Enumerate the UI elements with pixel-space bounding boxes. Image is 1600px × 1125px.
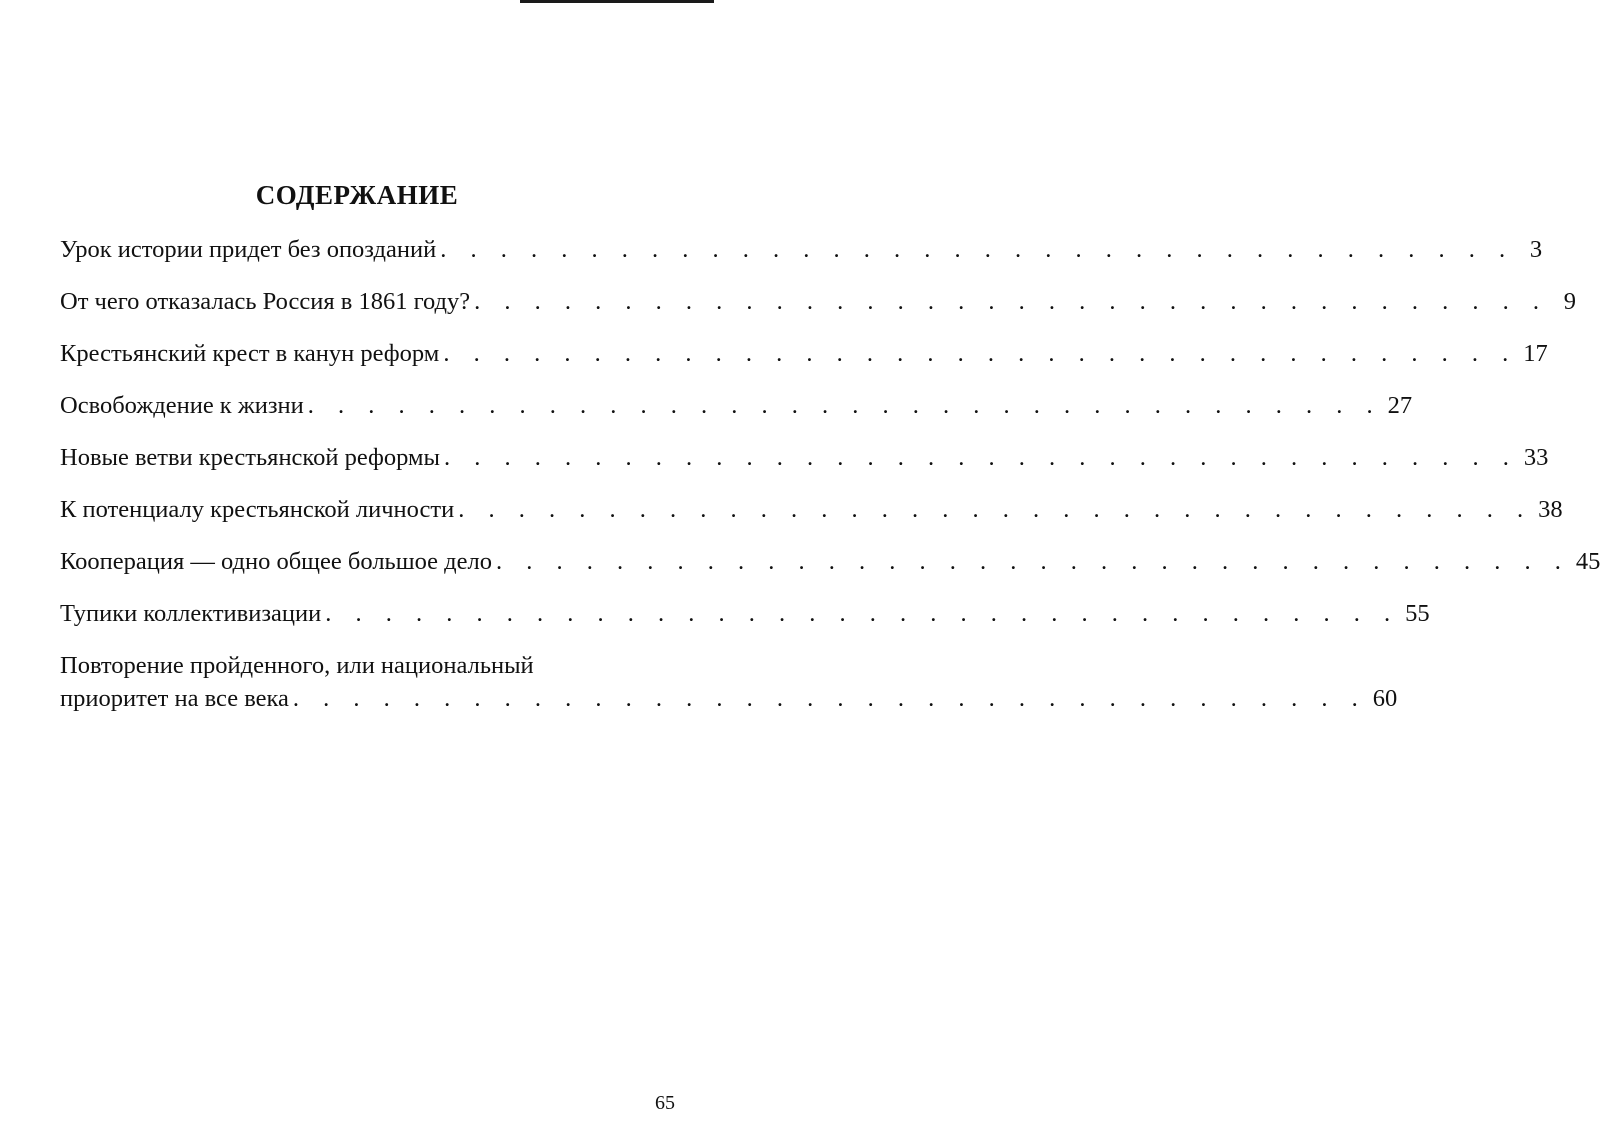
page-number: 65 <box>655 1092 675 1114</box>
toc-entry <box>60 493 1563 526</box>
table-of-contents <box>60 233 1600 734</box>
toc-entry-title: Кооперация — одно общее большое дело <box>60 548 492 575</box>
toc-leader-dots: . . . . . . . . . . . . . . . . . . . . . . . . . . . . . . . . . . . . <box>443 340 1518 367</box>
toc-entry-title: Урок истории придет без опозданий <box>60 236 437 263</box>
toc-entry-title: От чего отказалась Россия в 1861 году? <box>60 288 471 315</box>
toc-entry-page: 55 <box>1405 600 1430 627</box>
toc-leader-dots: . . . . . . . . . . . . . . . . . . . . . . . . . . . . . . . . . . . . <box>292 685 1367 712</box>
toc-entry-page: 17 <box>1523 340 1548 367</box>
toc-entry <box>60 389 1413 422</box>
toc-entry <box>60 649 1398 715</box>
toc-leader-dots: . . . . . . . . . . . . . . . . . . . . . . . . . . . . . . . . . . . . <box>325 600 1400 627</box>
toc-entry-page: 9 <box>1563 288 1577 315</box>
top-rule <box>520 0 714 3</box>
toc-leader-dots: . . . . . . . . . . . . . . . . . . . . . . . . . . . . . . . . . . . . <box>307 392 1382 419</box>
page-title: СОДЕРЖАНИЕ <box>255 180 459 210</box>
toc-leader-dots: . . . . . . . . . . . . . . . . . . . . . . . . . . . . . . . . . . . . <box>440 236 1515 263</box>
toc-entry-title: Новые ветви крестьянской реформы <box>60 444 440 471</box>
toc-entry <box>60 285 1577 318</box>
toc-entry <box>60 545 1600 578</box>
toc-entry <box>60 597 1430 630</box>
toc-leader-dots: . . . . . . . . . . . . . . . . . . . . . . . . . . . . . . . . . . . . <box>443 444 1518 471</box>
toc-leader-dots: . . . . . . . . . . . . . . . . . . . . . . . . . . . . . . . . . . . . <box>458 496 1533 523</box>
toc-entry-title-line1: Повторение пройденного, или национальный <box>60 652 534 679</box>
toc-entry-title: Крестьянский крест в канун реформ <box>60 340 440 367</box>
toc-leader-dots: . . . . . . . . . . . . . . . . . . . . . . . . . . . . . . . . . . . . <box>495 548 1570 575</box>
toc-entry-page: 45 <box>1575 548 1600 575</box>
toc-entry-page: 60 <box>1372 685 1398 712</box>
toc-entry <box>60 441 1549 474</box>
toc-entry-page: 38 <box>1538 496 1563 523</box>
toc-entry <box>60 233 1543 266</box>
toc-entry-title-line2: приоритет на все века <box>60 685 289 712</box>
toc-entry-page: 27 <box>1387 392 1413 419</box>
toc-entry-title: К потенциалу крестьянской личности <box>60 496 455 523</box>
toc-entry <box>60 337 1548 370</box>
toc-entry-page: 3 <box>1529 236 1543 263</box>
toc-entry-page: 33 <box>1523 444 1549 471</box>
toc-entry-title: Тупики коллективизации <box>60 600 322 627</box>
toc-leader-dots: . . . . . . . . . . . . . . . . . . . . . . . . . . . . . . . . . . . . <box>474 288 1549 315</box>
toc-entry-title: Освобождение к жизни <box>60 392 304 419</box>
